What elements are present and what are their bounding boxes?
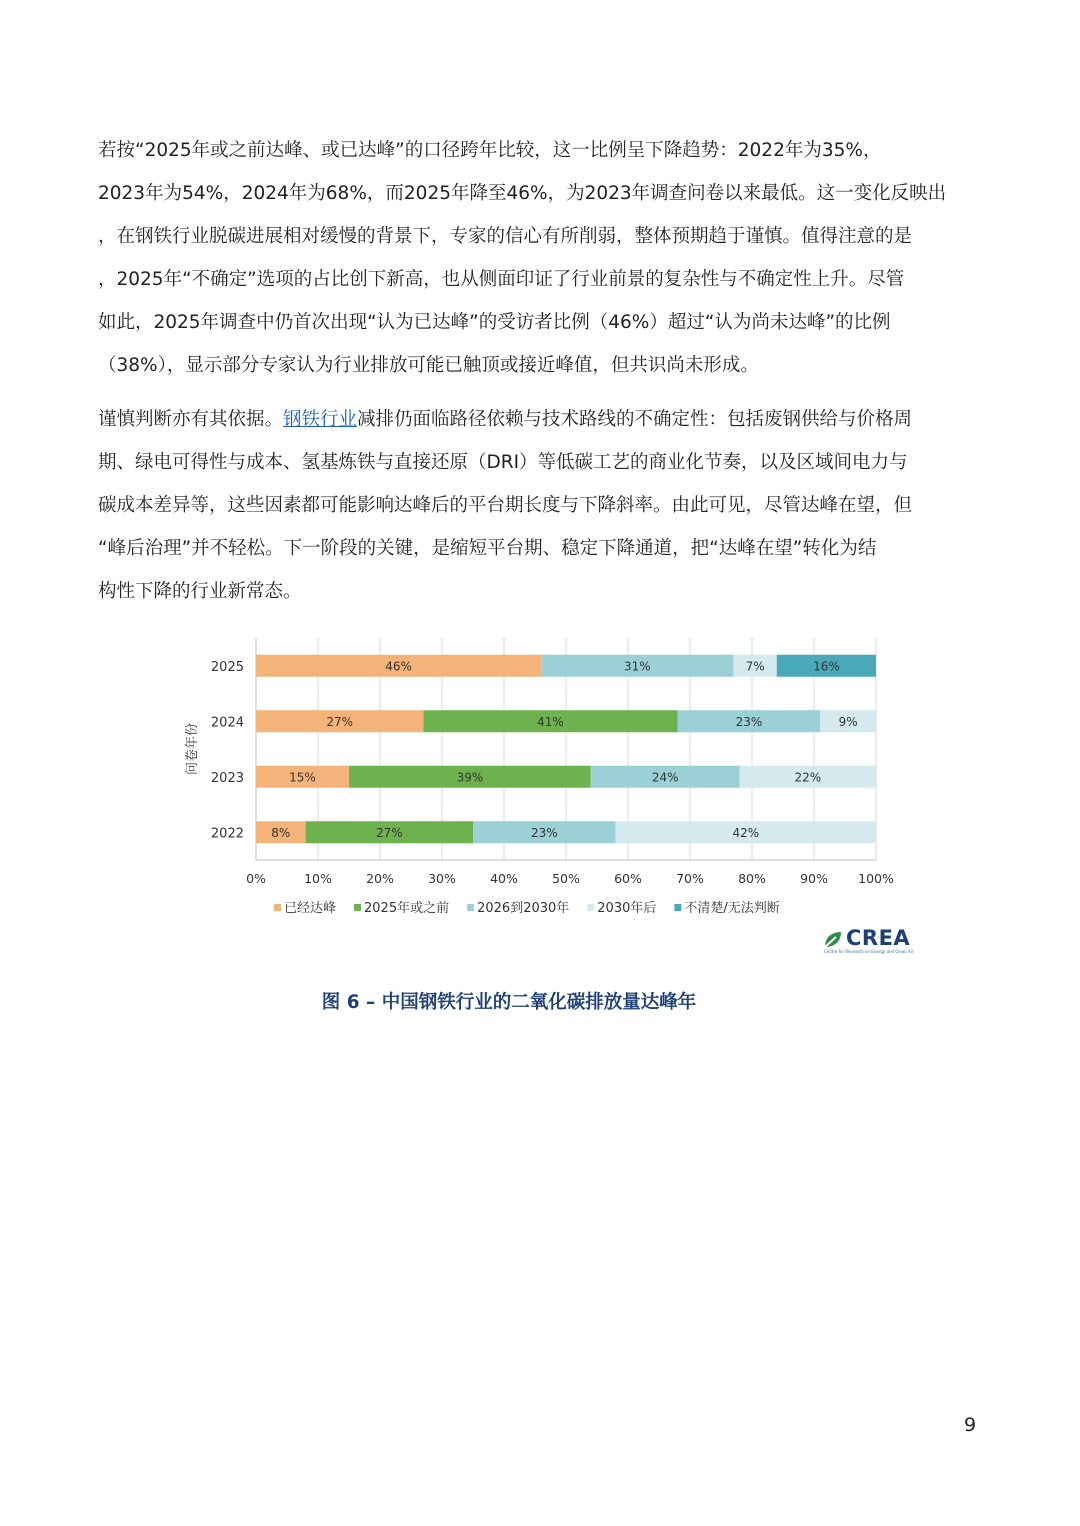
legend-swatch bbox=[587, 904, 594, 911]
data-label: 39% bbox=[456, 770, 484, 785]
paragraph-line: 如此，2025年调查中仍首次出现“认为已达峰”的受访者比例（46%）超过“认为尚未达峰”的比例 bbox=[98, 312, 891, 333]
legend-label: 不清楚/无法判断 bbox=[684, 901, 780, 916]
paragraph-text: 谨慎判断亦有其依据。 bbox=[98, 409, 284, 430]
paragraph-text: 减排仍面临路径依赖与技术路线的不确定性：包括废钢供给与价格周 bbox=[357, 409, 913, 430]
y-category-label: 2024 bbox=[210, 715, 244, 731]
data-label: 8% bbox=[271, 825, 291, 840]
x-tick-label: 100% bbox=[858, 871, 894, 886]
crea-logo bbox=[822, 926, 912, 958]
paragraph-line: 构性下降的行业新常态。 bbox=[98, 581, 302, 602]
steel-industry-link[interactable]: 钢铁行业 bbox=[283, 409, 358, 430]
x-tick-label: 10% bbox=[304, 871, 332, 886]
legend-swatch bbox=[467, 904, 474, 911]
x-tick-label: 90% bbox=[800, 871, 828, 886]
x-tick-label: 30% bbox=[428, 871, 456, 886]
paragraph-line: 碳成本差异等，这些因素都可能影响达峰后的平台期长度与下降斜率。由此可见，尽管达峰在望，但 bbox=[98, 495, 913, 516]
paragraph-2 bbox=[98, 398, 988, 613]
x-tick-label: 50% bbox=[552, 871, 580, 886]
paragraph-line: 2023年为54%，2024年为68%，而2025年降至46%，为2023年调查问卷以来最低。这一变化反映出 bbox=[98, 183, 947, 204]
legend-swatch bbox=[674, 904, 681, 911]
x-tick-label: 20% bbox=[366, 871, 394, 886]
data-label: 23% bbox=[735, 714, 763, 729]
paragraph-line: （38%），显示部分专家认为行业排放可能已触顶或接近峰值，但共识尚未形成。 bbox=[98, 355, 759, 376]
data-label: 9% bbox=[838, 714, 858, 729]
data-label: 27% bbox=[375, 825, 403, 840]
legend-label: 2026到2030年 bbox=[477, 901, 570, 916]
data-label: 15% bbox=[289, 770, 316, 785]
y-category-label: 2023 bbox=[210, 770, 244, 786]
legend-label: 已经达峰 bbox=[284, 901, 337, 916]
legend-label: 2025年或之前 bbox=[364, 901, 450, 916]
data-label: 31% bbox=[623, 659, 651, 674]
legend-swatch bbox=[354, 904, 361, 911]
x-tick-label: 80% bbox=[738, 871, 766, 886]
data-label: 42% bbox=[732, 825, 760, 840]
legend-label: 2030年后 bbox=[597, 901, 657, 916]
legend-swatch bbox=[274, 904, 281, 911]
y-category-label: 2022 bbox=[210, 826, 244, 842]
data-label: 23% bbox=[530, 825, 558, 840]
data-label: 22% bbox=[794, 770, 822, 785]
peak-year-chart bbox=[170, 628, 910, 924]
data-label: 27% bbox=[326, 714, 354, 729]
x-tick-label: 60% bbox=[614, 871, 642, 886]
crea-logo-text: CREA bbox=[846, 926, 911, 950]
paragraph-line: ，在钢铁行业脱碳进展相对缓慢的背景下，专家的信心有所削弱，整体预期趋于谨慎。值得注意的是 bbox=[98, 226, 913, 247]
paragraph-line: 若按“2025年或之前达峰、或已达峰”的口径跨年比较，这一比例呈下降趋势：2022年为35%， bbox=[98, 140, 882, 161]
data-label: 46% bbox=[385, 659, 412, 674]
x-tick-label: 70% bbox=[676, 871, 704, 886]
paragraph-line: 期、绿电可得性与成本、氢基炼铁与直接还原（DRI）等低碳工艺的商业化节奏，以及区域间电力与 bbox=[98, 452, 908, 473]
crea-logo-subtitle: Centre for Research on Energy and Clean Air bbox=[824, 949, 914, 954]
page-number: 9 bbox=[964, 1414, 977, 1436]
data-label: 24% bbox=[651, 770, 679, 785]
x-tick-label: 40% bbox=[490, 871, 518, 886]
y-axis-title: 问卷年份 bbox=[185, 722, 200, 776]
paragraph-1 bbox=[98, 129, 988, 387]
y-category-label: 2025 bbox=[210, 659, 244, 675]
paragraph-line: ，2025年“不确定”选项的占比创下新高，也从侧面印证了行业前景的复杂性与不确定性上升。尽管 bbox=[98, 269, 905, 290]
x-tick-label: 0% bbox=[246, 871, 266, 886]
figure-caption: 图 6 – 中国钢铁行业的二氧化碳排放量达峰年 bbox=[321, 992, 697, 1013]
paragraph-line bbox=[98, 398, 988, 441]
crea-leaf-icon bbox=[822, 929, 844, 951]
data-label: 7% bbox=[745, 659, 765, 674]
data-label: 16% bbox=[813, 659, 840, 674]
data-label: 41% bbox=[537, 714, 564, 729]
paragraph-line: “峰后治理”并不轻松。下一阶段的关键，是缩短平台期、稳定下降通道，把“达峰在望”转化为结 bbox=[98, 538, 877, 559]
